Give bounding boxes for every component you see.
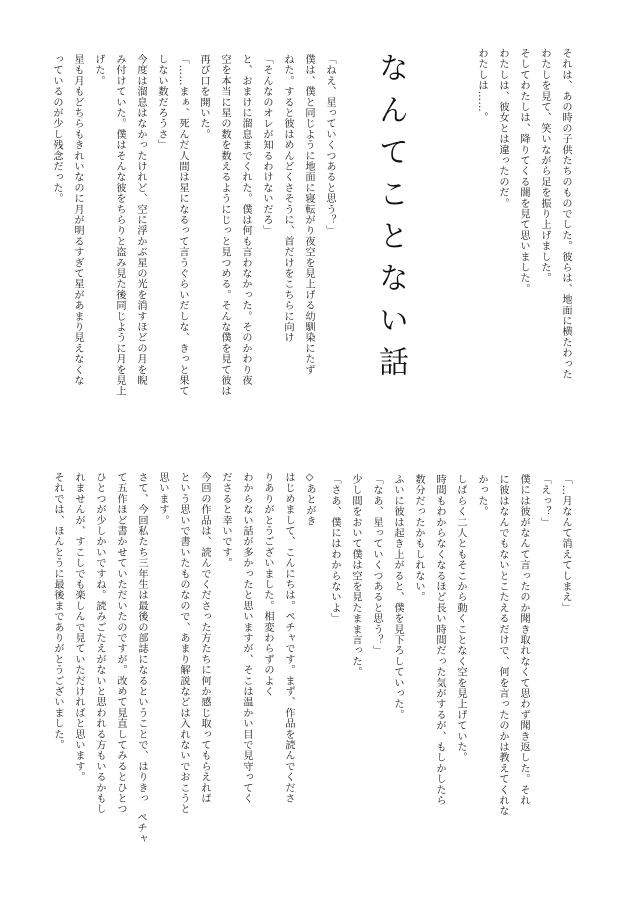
afterword-passage: ◇あとがき はじめまして、こんにちは。ペチャです。まず、作品を読んでくださ りありがとうございました。相変わらずのよく わからない話が多かったと思いますが、そこは温かい目で見守ってく ださると幸いです。 今回の作品は、読んでくださった方たちに何か感じ取ってもらえれば という思いで書いたものなので、あまり解説などは入れないでおこうと 思います。 さて、今回私たち三年生は最後の部誌になるということで、はりきっ て五作ほど書かせていただいたのですが。改めて見直してみるとひとつ ひとつが少しかいですね。読みごたえがないと思われる方もいるかもし れませんが、すこしでも楽しんで見ていただければと思います。 それでは、ほんとうに最後までありがとうございました。 [52,472,315,815]
story-ending-passage: それは、あの時の子供たちのものでした。彼らは、地面に横たわった わたしを見て、笑いながら足を振り上げました。 そしてわたしは、降りてくる闇を見て思いました。 わたしは、彼女とは違ったのだ。 わたしは……。 [476,48,571,380]
story-conclusion-passage: 「…月なんて消えてしまえ」 「えっ？」 僕には彼がなんて言ったのか聞き取れなくて思わず聞き返した。それ に彼はなんでもないとこたえるだけで、何を言ったのかは教えてくれな かった。 しばらく二人ともそこから動くことなく空を見上げていた。 時間もわからなくなるほど長い時間だった気がするが、もしかしたら 数分だったかもしれない。 ふいに彼は起き上がると、僕を見下ろしていった。 「なあ、星っていくつあると思う？」 少し間をおいて僕は空を見たまま言った。 「さあ、僕にはわからないよ」 [329,474,571,817]
story-second-part-passage: 「ねえ、星っていくつあると思う？」 僕は、僕と同じように地面に寝転がり夜空を見上げる幼馴染にたず ねた。すると彼はめんどくさそうに、首だけをこちらに向け 「そんなのオレが知るわけないだろ」 と、おまけに溜息までくれた。僕は何も言わなかった。そのかわり夜 空を本当に星の数を数えるようにじっと見つめる。そんな僕を見て彼は 再び口を開いた。 「……まぁ、死んだ人間は星になるって言うぐらいだしな、きっと果て しない数だろうさ」 今度は溜息はなかったけれど、空に浮かぶ星の光を消すほどの月を睨 み付けていた。僕はそんな彼をちらりと盗み見た後同じように月を見上 げた。 星も月もどちらもきれいなのに月が明るすぎて星があまり見えなくな っているのが少し残念だった。 [51,54,335,397]
afterword-signature: ペチャ [135,812,146,845]
story-title: なんてことない話 [373,52,408,388]
